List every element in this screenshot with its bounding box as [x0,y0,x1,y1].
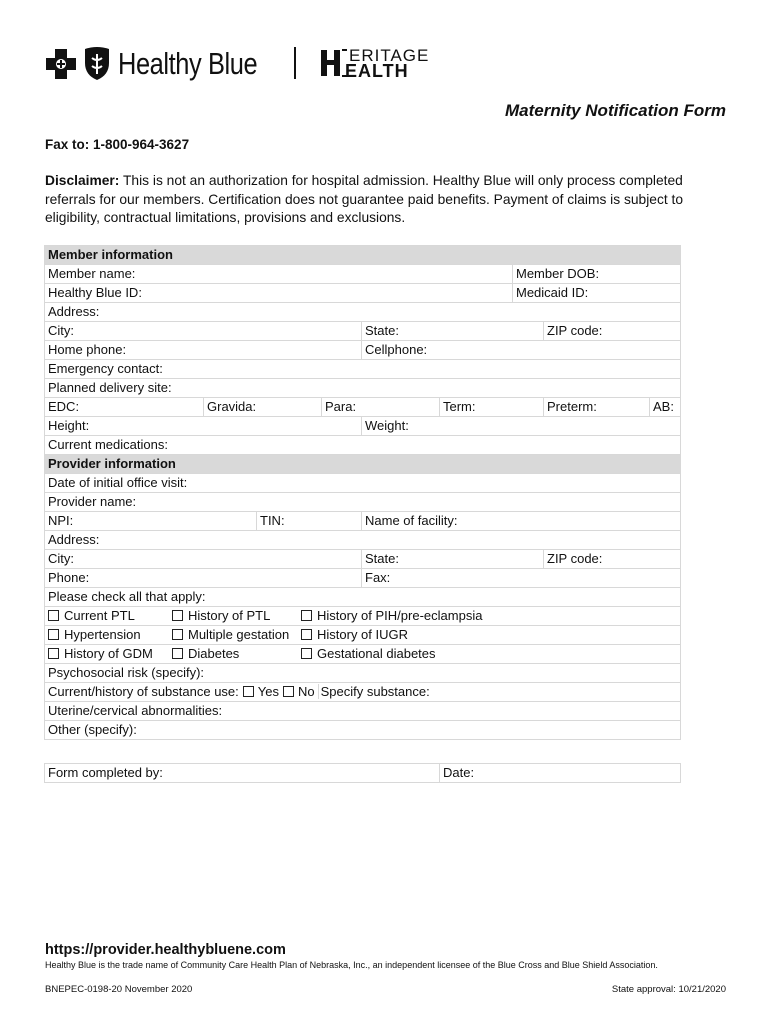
provider-website-link[interactable]: https://provider.healthybluene.com [45,942,286,958]
heritage-top-text: ERITAGE [349,46,430,65]
multiple-gestation-label: Multiple gestation [188,627,290,642]
checkbox-row-2 [45,626,681,645]
signature-table [44,763,681,783]
current-ptl-checkbox[interactable] [48,610,59,621]
history-iugr-label: History of IUGR [317,627,409,642]
state-approval: State approval: 10/21/2020 [611,984,726,995]
disclaimer-label: Disclaimer: [45,173,120,188]
history-gdm-label: History of GDM [64,646,153,661]
healthy-blue-logo [44,44,288,84]
form-completed-by-field[interactable]: Form completed by: [45,764,440,783]
uterine-abnormalities-field[interactable]: Uterine/cervical abnormalities: [45,702,681,721]
trademark-notice: Healthy Blue is the trade name of Community Care Health Plan of Nebraska, Inc., an independent licensee of the Blue Cross and Blue Shield Association. [45,960,658,970]
history-gdm-checkbox[interactable] [48,648,59,659]
substance-use-field [45,683,681,702]
diabetes-label: Diabetes [188,646,240,661]
gestational-diabetes-label: Gestational diabetes [317,646,436,661]
checkbox-row-3 [45,645,681,664]
logo-divider [294,47,296,79]
hypertension-checkbox[interactable] [48,629,59,640]
term-field[interactable]: Term: [440,398,544,417]
provider-phone-field[interactable]: Phone: [45,569,362,588]
provider-fax-field[interactable]: Fax: [362,569,681,588]
provider-state-field[interactable]: State: [362,550,544,569]
weight-field[interactable]: Weight: [362,417,681,436]
substance-use-label: Current/history of substance use: [48,684,239,699]
substance-no-checkbox[interactable] [283,686,294,697]
checkbox-row-1 [45,607,681,626]
history-iugr-checkbox[interactable] [301,629,312,640]
cellphone-field[interactable]: Cellphone: [362,341,681,360]
signature-date-field[interactable]: Date: [440,764,681,783]
initial-visit-date-field[interactable]: Date of initial office visit: [45,474,681,493]
multiple-gestation-checkbox[interactable] [172,629,183,640]
heritage-bottom-text: EALTH [345,61,409,81]
provider-zip-field[interactable]: ZIP code: [544,550,681,569]
planned-delivery-site-field[interactable]: Planned delivery site: [45,379,681,398]
form-title: Maternity Notification Form [504,101,726,120]
gravida-field[interactable]: Gravida: [204,398,322,417]
member-dob-field[interactable]: Member DOB: [513,265,681,284]
substance-yes-checkbox[interactable] [243,686,254,697]
provider-address-field[interactable]: Address: [45,531,681,550]
member-state-field[interactable]: State: [362,322,544,341]
history-pih-checkbox[interactable] [301,610,312,621]
substance-no-label: No [297,684,315,699]
provider-section-header: Provider information [45,455,681,474]
brand-name: Healthy Blue [118,46,258,81]
disclaimer-text: This is not an authorization for hospital admission. Healthy Blue will only process completed referrals for our members. Certification does not guarantee paid benefits. Payment of claims is subject to eligibility, contractual limitations, provisions and exclusions. [45,173,684,225]
maternity-form-table [44,245,681,740]
member-address-field[interactable]: Address: [45,303,681,322]
member-zip-field[interactable]: ZIP code: [544,322,681,341]
preterm-field[interactable]: Preterm: [544,398,650,417]
emergency-contact-field[interactable]: Emergency contact: [45,360,681,379]
blue-cross-icon [44,47,78,81]
hypertension-label: Hypertension [64,627,141,642]
para-field[interactable]: Para: [322,398,440,417]
specify-substance-field[interactable]: Specify substance: [318,684,430,699]
provider-city-field[interactable]: City: [45,550,362,569]
fax-number: Fax to: 1-800-964-3627 [45,137,190,152]
member-section-header: Member information [45,246,681,265]
psychosocial-risk-field[interactable]: Psychosocial risk (specify): [45,664,681,683]
document-code: BNEPEC-0198-20 November 2020 [45,984,193,995]
history-ptl-label: History of PTL [188,608,271,623]
gestational-diabetes-checkbox[interactable] [301,648,312,659]
check-prompt: Please check all that apply: [45,588,681,607]
history-pih-label: History of PIH/pre-eclampsia [317,608,483,623]
history-ptl-checkbox[interactable] [172,610,183,621]
heritage-health-h-icon [320,46,348,80]
ab-field[interactable]: AB: [650,398,681,417]
current-medications-field[interactable]: Current medications: [45,436,681,455]
blue-shield-icon [82,46,112,82]
medicaid-id-field[interactable]: Medicaid ID: [513,284,681,303]
member-name-field[interactable]: Member name: [45,265,513,284]
healthy-blue-id-field[interactable]: Healthy Blue ID: [45,284,513,303]
npi-field[interactable]: NPI: [45,512,257,531]
edc-field[interactable]: EDC: [45,398,204,417]
member-city-field[interactable]: City: [45,322,362,341]
height-field[interactable]: Height: [45,417,362,436]
facility-name-field[interactable]: Name of facility: [362,512,681,531]
substance-yes-label: Yes [257,684,279,699]
disclaimer [45,172,705,228]
provider-name-field[interactable]: Provider name: [45,493,681,512]
diabetes-checkbox[interactable] [172,648,183,659]
tin-field[interactable]: TIN: [257,512,362,531]
current-ptl-label: Current PTL [64,608,135,623]
home-phone-field[interactable]: Home phone: [45,341,362,360]
other-specify-field[interactable]: Other (specify): [45,721,681,740]
